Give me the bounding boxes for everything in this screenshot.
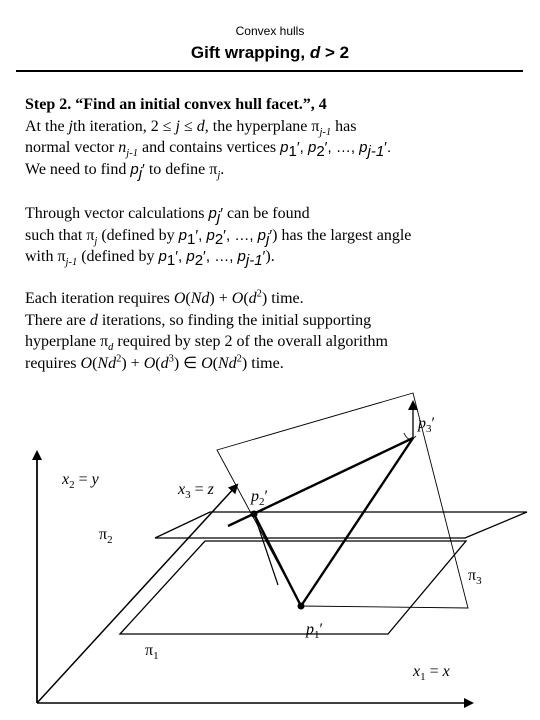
math-nd: Nd <box>218 354 237 372</box>
text: required by step 2 of the overall algorithm <box>113 333 388 350</box>
superscript: 2 <box>236 353 242 365</box>
vertex-p2 <box>251 511 258 518</box>
superscript: 2 <box>116 353 122 365</box>
text: has <box>331 117 357 135</box>
text: There are <box>25 311 90 329</box>
step-heading: Step 2. “Find an initial convex hull facet.”, 4 <box>25 96 327 113</box>
subscript: 1 <box>166 252 176 270</box>
text: (defined by <box>77 248 159 265</box>
math-o: O <box>201 354 213 372</box>
text: Through vector calculations <box>25 205 209 222</box>
subscript: j <box>216 209 221 227</box>
vertex-p1 <box>298 603 305 610</box>
text: ′, …, <box>223 226 258 244</box>
text: requires <box>25 354 81 372</box>
math-nd: Nd <box>190 290 210 307</box>
text: We need to find <box>25 160 131 178</box>
text: ′, <box>175 248 187 265</box>
section-kicker: Convex hulls <box>235 24 305 38</box>
label-pi3: $\pi_3$ <box>468 567 482 587</box>
math-j: j <box>68 117 73 135</box>
text: such that π <box>25 226 95 244</box>
text: ( <box>155 354 161 372</box>
text: ′, …, <box>324 139 360 156</box>
text: ) + <box>121 354 144 372</box>
math-p: p <box>359 139 368 156</box>
text: ( <box>212 354 218 372</box>
title-var: d <box>309 43 321 62</box>
text: . <box>220 160 225 178</box>
subscript: 2 <box>214 230 224 248</box>
text: can be found <box>223 205 310 222</box>
text: ′, <box>195 226 207 244</box>
text: , the hyperplane π <box>204 117 320 135</box>
math-p: p <box>307 139 317 156</box>
text: th iteration, 2 ≤ <box>73 117 176 135</box>
subscript: j-1 <box>367 143 385 161</box>
label-p2: $p_2'$ <box>251 488 268 508</box>
subscript: j-1 <box>65 257 78 269</box>
text: ) time. <box>261 290 304 307</box>
edge-p2-p1 <box>254 514 301 606</box>
math-d: d <box>248 290 257 307</box>
label-pi2: $\pi_2$ <box>99 526 113 546</box>
subscript: j <box>138 164 143 182</box>
math-nd: Nd <box>97 354 117 372</box>
text: and contains vertices <box>137 139 281 156</box>
math-p: p <box>280 139 289 156</box>
subscript: 2 <box>316 143 325 161</box>
edge-p2-guide <box>254 514 278 585</box>
text: ′, <box>296 139 308 156</box>
math-o: O <box>143 354 156 372</box>
text: ′ <box>220 205 223 222</box>
edge-p1-p3 <box>301 438 413 606</box>
math-d: d <box>196 117 205 135</box>
subscript: 1 <box>186 230 196 248</box>
axis-label-z: $x_3 = z$ <box>178 481 214 501</box>
text: ′ <box>269 226 273 244</box>
math-p: p <box>208 205 217 222</box>
subscript: 2 <box>194 252 204 270</box>
math-d: d <box>160 354 169 372</box>
axis-z <box>37 485 237 703</box>
text: At the <box>25 117 69 135</box>
text: hyperplane π <box>25 333 109 350</box>
text: ≤ <box>180 117 197 135</box>
title-rest: > 2 <box>320 43 350 62</box>
label-pi1: $\pi_1$ <box>145 642 159 662</box>
math-p: p <box>178 226 187 244</box>
text: ) has the largest angle <box>272 226 412 244</box>
math-p: p <box>130 160 139 178</box>
text: normal vector <box>25 139 119 156</box>
text: ) + <box>209 290 232 307</box>
text: ′, …, <box>203 248 238 265</box>
math-o: O <box>80 354 93 372</box>
superscript: 2 <box>256 288 262 300</box>
subscript: j <box>94 235 98 247</box>
subscript: j <box>266 230 270 248</box>
math-p: p <box>186 248 195 265</box>
math-o: O <box>173 290 186 307</box>
text: ′ <box>142 160 145 178</box>
text: ) time. <box>241 354 284 372</box>
text: ( <box>185 290 191 307</box>
math-d: d <box>89 311 98 329</box>
subscript: j-1 <box>319 126 332 138</box>
text: ). <box>265 248 275 265</box>
superscript: 3 <box>168 353 174 365</box>
text: ) ∈ <box>173 354 202 372</box>
subscript: j <box>217 169 221 181</box>
math-p: p <box>206 226 215 244</box>
math-j: j <box>175 117 180 135</box>
label-p3: $p_3'$ <box>418 415 435 435</box>
title-main: Gift wrapping, <box>190 43 310 62</box>
math-n: n <box>118 139 127 156</box>
text: ( <box>92 354 98 372</box>
text: iterations, so finding the initial supporting <box>97 311 372 329</box>
axis-label-y: $x_2 = y$ <box>62 471 99 491</box>
label-p1: $p_1'$ <box>306 621 323 641</box>
axis-label-x: $x_1 = x$ <box>413 663 450 683</box>
text: to define π <box>144 160 218 178</box>
text: ( <box>243 290 249 307</box>
text: with π <box>25 248 66 265</box>
text: Each iteration requires <box>25 290 174 307</box>
math-o: O <box>231 290 244 307</box>
plane-pi2 <box>155 512 527 538</box>
subscript: j-1 <box>245 252 263 270</box>
subscript: j-1 <box>126 148 138 160</box>
math-p: p <box>158 248 167 265</box>
subscript: 1 <box>288 143 297 161</box>
subscript: d <box>108 342 114 354</box>
text: ′. <box>384 139 392 156</box>
math-p: p <box>257 226 266 244</box>
text: (defined by <box>97 226 179 244</box>
math-p: p <box>237 248 246 265</box>
text: ′ <box>262 248 266 265</box>
